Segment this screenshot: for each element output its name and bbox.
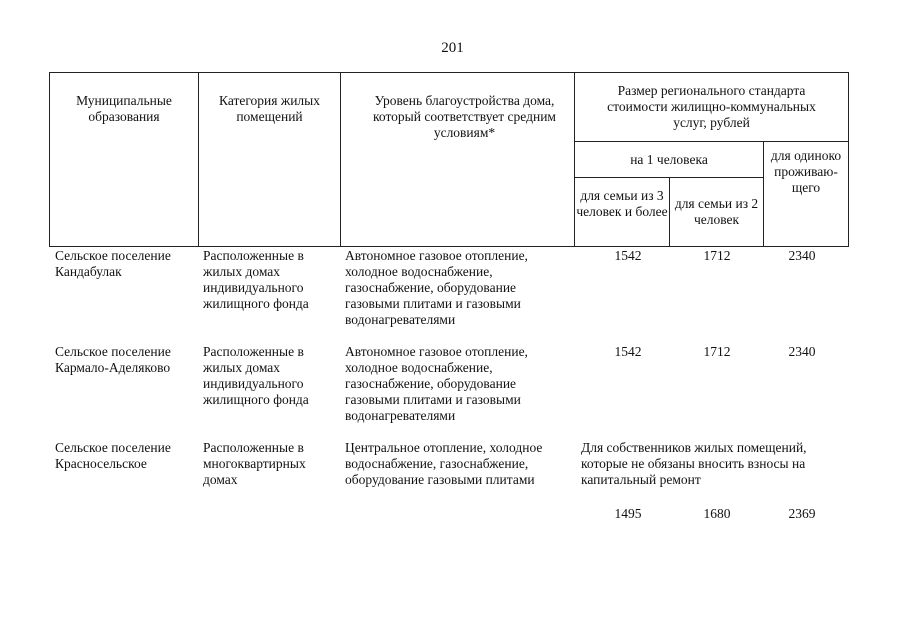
table-header [49,72,849,247]
cell-municipality: Сельское поселение Красносельское [55,440,171,471]
header-family2 [670,178,764,247]
header-category-text: Категория жилых помещений [219,93,320,124]
header-per-person-text: на 1 человека [630,152,708,167]
header-single-text: для одиноко проживаю-щего [770,148,842,195]
cell-family2: 1680 [703,506,731,521]
header-municipality [50,73,199,247]
cell-level: Центральное отопление, холодное водоснабжение, газоснабжение, оборудование газовыми плитами [345,440,543,487]
cell-family2: 1712 [703,248,731,263]
header-standard [575,73,849,142]
header-municipality-text: Муниципальные образования [76,93,172,124]
cell-level: Автономное газовое отопление, холодное водоснабжение, газоснабжение, оборудование газовыми плитами и газовыми водонагревателями [345,344,528,423]
cell-category: Расположенные в жилых домах индивидуального жилищного фонда [203,344,309,407]
cell-category: Расположенные в многоквартирных домах [203,440,306,487]
cell-single: 2340 [788,248,816,263]
header-family2-text: для семьи из 2 человек [674,196,759,227]
header-family3 [575,178,670,247]
cell-category: Расположенные в жилых домах индивидуального жилищного фонда [203,248,309,311]
header-single [764,142,849,247]
cell-family3: 1495 [614,506,642,521]
cell-family2: 1712 [703,344,731,359]
cell-family3: 1542 [614,248,642,263]
cell-note: Для собственников жилых помещений, которые не обязаны вносить взносы на капитальный ремонт [581,440,807,487]
cell-family3: 1542 [614,344,642,359]
header-family3-text: для семьи из 3 человек и более [576,188,668,219]
cell-single: 2340 [788,344,816,359]
cell-municipality: Сельское поселение Кандабулак [55,248,171,279]
header-level [341,73,575,247]
cell-municipality: Сельское поселение Кармало-Аделяково [55,344,171,375]
cell-level: Автономное газовое отопление, холодное водоснабжение, газоснабжение, оборудование газовыми плитами и газовыми водонагревателями [345,248,528,327]
header-level-text: Уровень благоустройства дома, который соответствует средним условиям* [373,93,556,140]
cell-single: 2369 [788,506,816,521]
header-per-person [575,142,764,178]
page-number: 201 [441,40,464,56]
header-category [199,73,341,247]
header-standard-text: Размер регионального стандарта стоимости жилищно-коммунальных услуг, рублей [607,83,816,130]
